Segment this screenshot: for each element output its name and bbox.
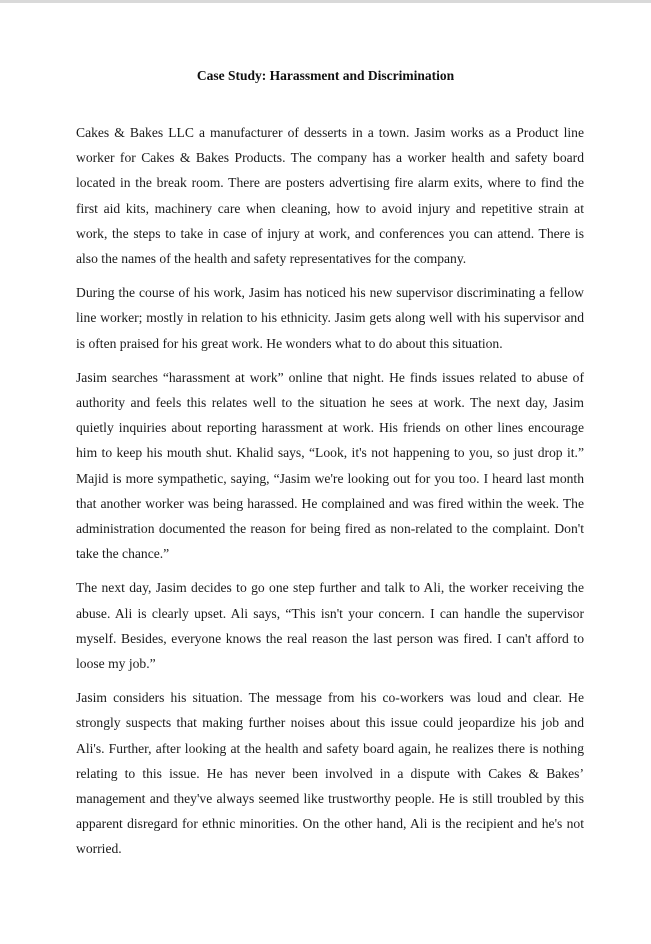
paragraph-4: The next day, Jasim decides to go one step further and talk to Ali, the worker receiving the abuse. Ali is clearly upset. Ali says, “This isn't your concern. I can handle the supervisor myself. Besides, everyone knows the real reason the last person was fired. I can't afford to loose my job.” [76, 580, 584, 672]
paragraph-2: During the course of his work, Jasim has noticed his new supervisor discriminating a fellow line worker; mostly in relation to his ethnicity. Jasim gets along well with his supervisor and is often praised for his great work. He wonders what to do about this situation. [76, 285, 584, 351]
paragraph-3: Jasim searches “harassment at work” online that night. He finds issues related to abuse of authority and feels this relates well to the situation he sees at work. The next day, Jasim quietly inquiries about reporting harassment at work. His friends on other lines encourage him to keep his mouth shut. Khalid says, “Look, it's not happening to you, so just drop it.” Majid is more sympathetic, saying, “Jasim we're looking out for you too. I heard last month that another worker was being harassed. He complained and was fired within the week. The administration documented the reason for being fired as non-related to the complaint. Don't take the chance.” [76, 369, 584, 562]
document-title: Case Study: Harassment and Discrimination [196, 68, 455, 83]
paragraph-1: Cakes & Bakes LLC a manufacturer of desserts in a town. Jasim works as a Product line worker for Cakes & Bakes Products. The company has a worker health and safety board located in the break room. There are posters advertising fire alarm exits, where to find the first aid kits, machinery care when cleaning, how to avoid injury and repetitive strain at work, the steps to take in case of injury at work, and conferences you can attend. There is also the names of the health and safety representatives for the company. [76, 125, 584, 267]
document-body [76, 120, 584, 871]
paragraph-5: Jasim considers his situation. The message from his co-workers was loud and clear. He strongly suspects that making further noises about this issue could jeopardize his job and Ali's. Further, after looking at the health and safety board again, he realizes there is nothing relating to this issue. He has never been involved in a dispute with Cakes & Bakes’ management and they've always seemed like trustworthy people. He is still troubled by this apparent disregard for ethnic minorities. On the other hand, Ali is the recipient and he's not worried. [76, 690, 584, 857]
